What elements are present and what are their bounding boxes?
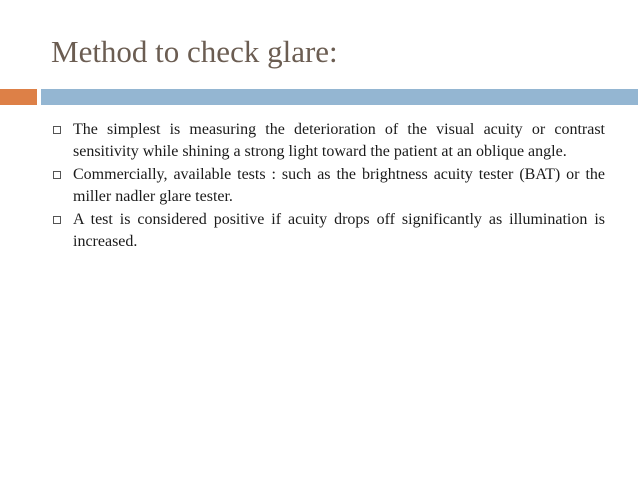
bullet-item [52,119,605,162]
bullet-list [52,119,605,254]
bullet-text: The simplest is measuring the deterioration of the visual acuity or contrast sensitivity while shining a strong light toward the patient at an oblique angle. [73,121,605,160]
hollow-square-bullet-icon [53,126,61,134]
accent-bar-orange [0,89,37,105]
accent-bar-blue [41,89,638,105]
hollow-square-bullet-icon [53,171,61,179]
bullet-item [52,164,605,207]
hollow-square-bullet-icon [53,216,61,224]
slide-title: Method to check glare: [51,34,338,69]
bullet-text: Commercially, available tests : such as the brightness acuity tester (BAT) or the miller nadler glare tester. [73,166,605,205]
bullet-item [52,209,605,252]
bullet-text: A test is considered positive if acuity drops off significantly as illumination is increased. [73,211,605,250]
